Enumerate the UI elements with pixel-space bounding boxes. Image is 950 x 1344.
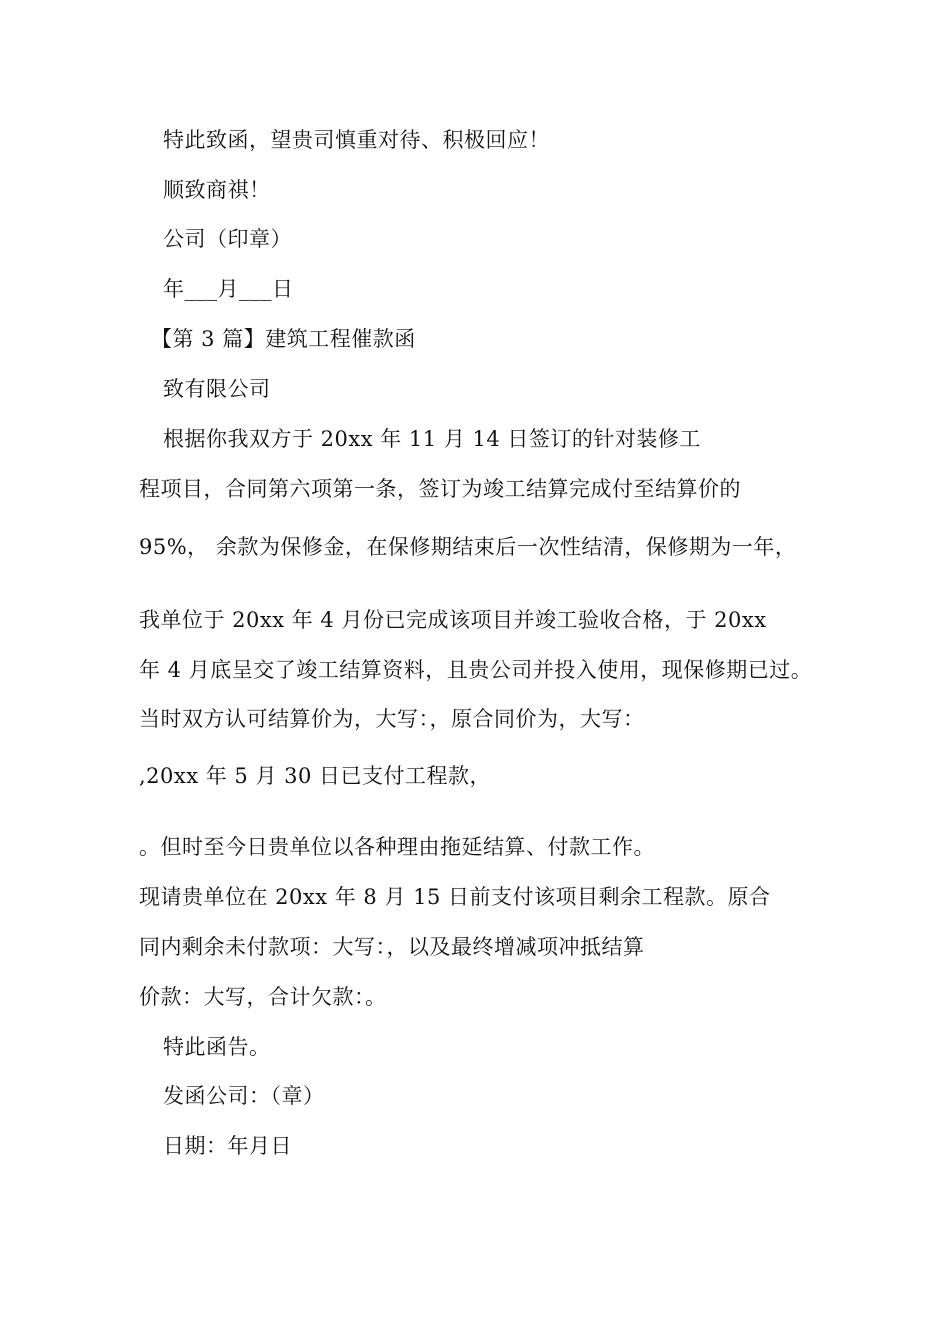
closing-greeting-line: 顺致商祺！: [163, 178, 271, 202]
body-paragraph-line: 现请贵单位在 20xx 年 8 月 15 日前支付该项目剩余工程款。原合: [139, 885, 771, 909]
body-paragraph-line: 当时双方认可结算价为，大写：，原合同价为，大写：: [139, 707, 645, 731]
body-paragraph-line: 程项目，合同第六项第一条，签订为竣工结算完成付至结算价的: [139, 477, 741, 501]
body-paragraph-line: 95%， 余款为保修金，在保修期结束后一次性结清，保修期为一年，: [139, 535, 797, 559]
body-paragraph-line: 根据你我双方于 20xx 年 11 月 14 日签订的针对装修工: [163, 427, 701, 451]
closing-request-line: 特此致函，望贵司慎重对待、积极回应！: [163, 128, 550, 152]
date-blank-line: 年___月___日: [163, 277, 294, 301]
closing-notice-line: 特此函告。: [163, 1035, 271, 1059]
body-paragraph-line: 同内剩余未付款项：大写：，以及最终增减项冲抵结算: [139, 935, 645, 959]
company-seal-line: 公司（印章）: [163, 227, 292, 251]
sender-company-line: 发函公司：（章）: [163, 1084, 325, 1108]
body-paragraph-line: 价款：大写，合计欠款：。: [139, 985, 387, 1009]
recipient-line: 致有限公司: [163, 377, 271, 401]
section-heading: 【第 3 篇】建筑工程催款函: [151, 327, 416, 351]
body-paragraph-line: 我单位于 20xx 年 4 月份已完成该项目并竣工验收合格，于 20xx: [139, 608, 767, 632]
body-paragraph-line: 年 4 月底呈交了竣工结算资料，且贵公司并投入使用，现保修期已过。: [139, 658, 813, 682]
body-paragraph-line: 。但时至今日贵单位以各种理由拖延结算、付款工作。: [139, 835, 655, 859]
body-paragraph-line: ,20xx 年 5 月 30 日已支付工程款，: [139, 764, 492, 788]
signature-date-line: 日期：年月日: [163, 1134, 292, 1158]
